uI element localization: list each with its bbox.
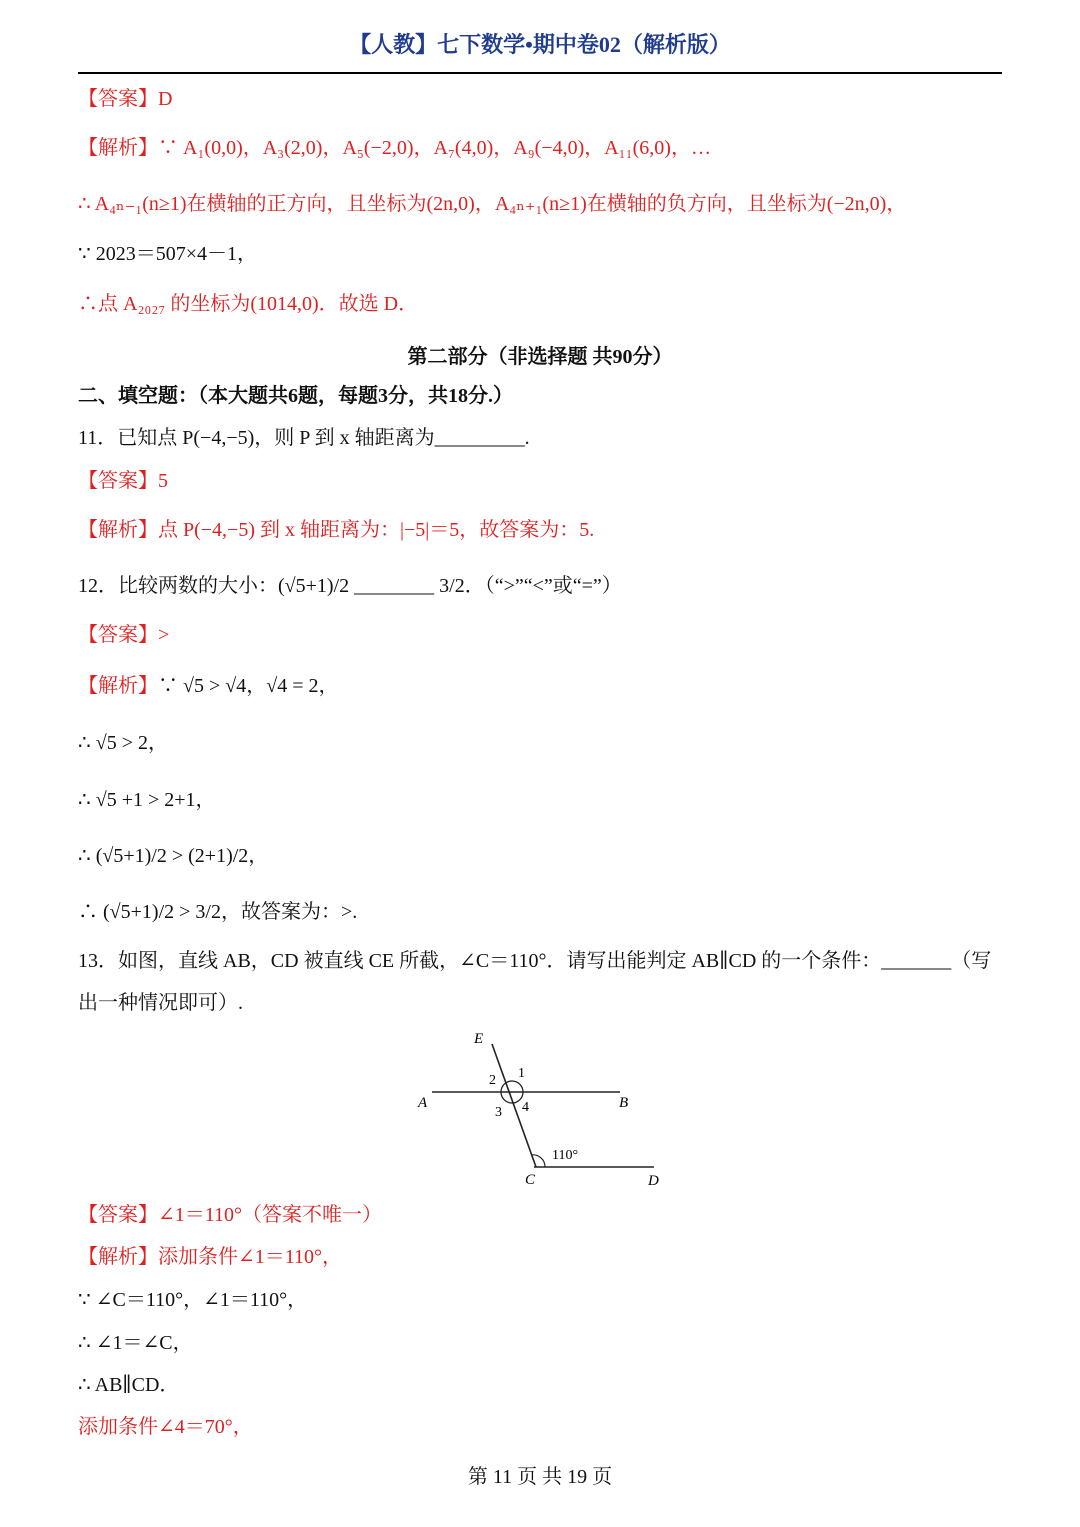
question-13-line1: 13．如图，直线 AB，CD 被直线 CE 所截，∠C＝110°．请写出能判定 AB∥CD 的一个条件：_______（写 [78,950,992,972]
label-angle-1: 1 [518,1066,525,1081]
geometry-figure [410,1022,670,1192]
solution-13-line1: 【解析】添加条件∠1＝110°， [78,1246,343,1268]
header-rule [78,72,1002,74]
solution-11: 【解析】点 P(−4,−5) 到 x 轴距离为：|−5|＝5，故答案为：5. [78,519,595,541]
label-b: B [619,1095,629,1111]
solution-12-line5: ∴ (√5+1)/2 > 3/2，故答案为：>. [78,901,358,923]
solution-13-line3: ∴ ∠1＝∠C， [78,1332,193,1354]
solution-12-line2: ∴ √5 > 2， [78,732,168,754]
question-12: 12．比较两数的大小：(√5+1)/2 ________ 3/2．（“>”“<”或“=”） [78,575,622,597]
label-c: C [525,1172,536,1188]
question-11: 11．已知点 P(−4,−5)，则 P 到 x 轴距离为_________. [78,427,530,449]
solution-12-line4: ∴ (√5+1)/2 > (2+1)/2， [78,845,269,867]
answer-10: 【答案】D [78,88,173,110]
label-a: A [418,1095,428,1111]
solution-10-line1: 【解析】∵ A₁(0,0)，A₃(2,0)，A₅(−2,0)，A₇(4,0)，A₉(−4,0)，A₁₁(6,0)，… [78,137,711,159]
answer-12: 【答案】> [78,624,170,646]
part-heading: 二、填空题：（本大题共6题，每题3分，共18分.） [78,385,513,407]
solution-10-line3: ∵ 2023＝507×4－1， [78,243,258,265]
label-angle-110: 110° [552,1148,579,1163]
answer-11: 【答案】5 [78,470,168,492]
page-footer: 第 11 页 共 19 页 [467,1466,613,1488]
solution-10-line4: ∴点 A₂₀₂₇ 的坐标为(1014,0)．故选 D． [78,293,419,315]
solution-12-line3: ∴ √5 +1 > 2+1， [78,789,216,811]
solution-13-line4: ∴ AB∥CD． [78,1374,180,1396]
solution-10-line2: ∴ A₄ₙ₋₁(n≥1)在横轴的正方向，且坐标为(2n,0)，A₄ₙ₊₁(n≥1)在横轴的负方向，且坐标为(−2n,0)， [78,193,907,215]
solution-13-line5: 添加条件∠4＝70°， [78,1416,253,1438]
solution-12-line1: 【解析】∵ √5 > √4，√4 = 2， [78,675,339,697]
section-title: 第二部分（非选择题 共90分） [407,346,673,368]
answer-13: 【答案】∠1＝110°（答案不唯一） [78,1204,383,1226]
label-angle-3: 3 [495,1105,502,1120]
label-angle-4: 4 [522,1100,529,1115]
page-header: 【人教】七下数学•期中卷02（解析版） [349,32,731,57]
question-13-line2: 出一种情况即可）. [78,992,243,1014]
label-angle-2: 2 [489,1073,496,1088]
label-e: E [474,1031,484,1047]
solution-13-line2: ∵ ∠C＝110°，∠1＝110°， [78,1289,308,1311]
label-d: D [648,1173,659,1189]
